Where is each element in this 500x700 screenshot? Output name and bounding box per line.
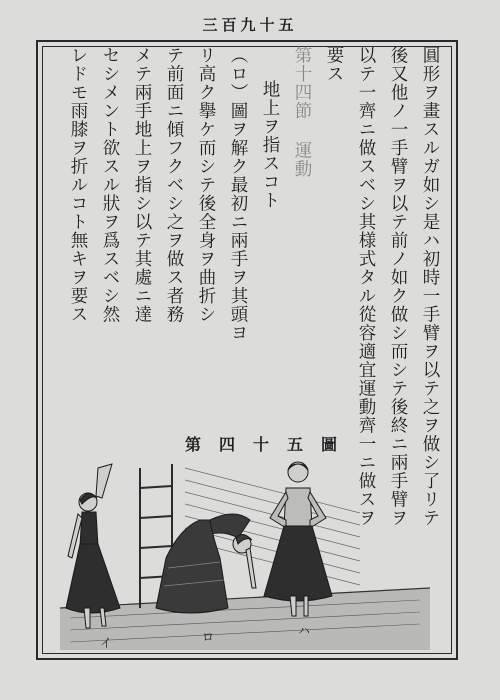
text-column: 後又他ノ一手臂ヲ以テ前ノ如ク做シ而シテ後終ニ兩手臂ヲ xyxy=(388,46,408,527)
text-column: セシメント欲スル狀ヲ爲スベシ然 xyxy=(100,46,120,324)
figure-label-ha: ハ xyxy=(298,624,311,638)
figure-label-i: イ xyxy=(100,636,113,650)
text-column: リ高ク擧ケ而シテ後全身ヲ曲折シ xyxy=(196,46,216,324)
text-column: メテ兩手地上ヲ指シ以テ其處ニ達 xyxy=(132,46,152,324)
page-number: 三百九十五 xyxy=(202,16,298,34)
exercise-engraving xyxy=(60,458,430,650)
text-column: レドモ雨膝ヲ折ルコト無キヲ要ス xyxy=(68,46,88,324)
faint-section-heading: 第十四節 運動 xyxy=(292,46,312,178)
figure-label-ro: ロ xyxy=(202,630,215,644)
section-heading: 地上ヲ指スコト xyxy=(260,80,280,210)
figure-illustration xyxy=(60,458,430,650)
figure-caption: 第四十五圖 xyxy=(184,435,355,454)
text-column: テ前面ニ傾フクベシ之ヲ做ス者務 xyxy=(164,46,184,324)
figure-i xyxy=(66,464,120,628)
text-column: 要ス xyxy=(324,46,344,83)
text-column: 以テ一齊ニ做スベシ其様式タル從容適宜運動齊一ニ做スヲ xyxy=(356,46,376,527)
text-column: 圓形ヲ畫スルガ如シ是ハ初時一手臂ヲ以テ之ヲ做シ了リテ xyxy=(420,46,440,527)
text-column: （ロ）圖ヲ解ク最初ニ兩手ヲ其頭ヨ xyxy=(228,46,248,342)
